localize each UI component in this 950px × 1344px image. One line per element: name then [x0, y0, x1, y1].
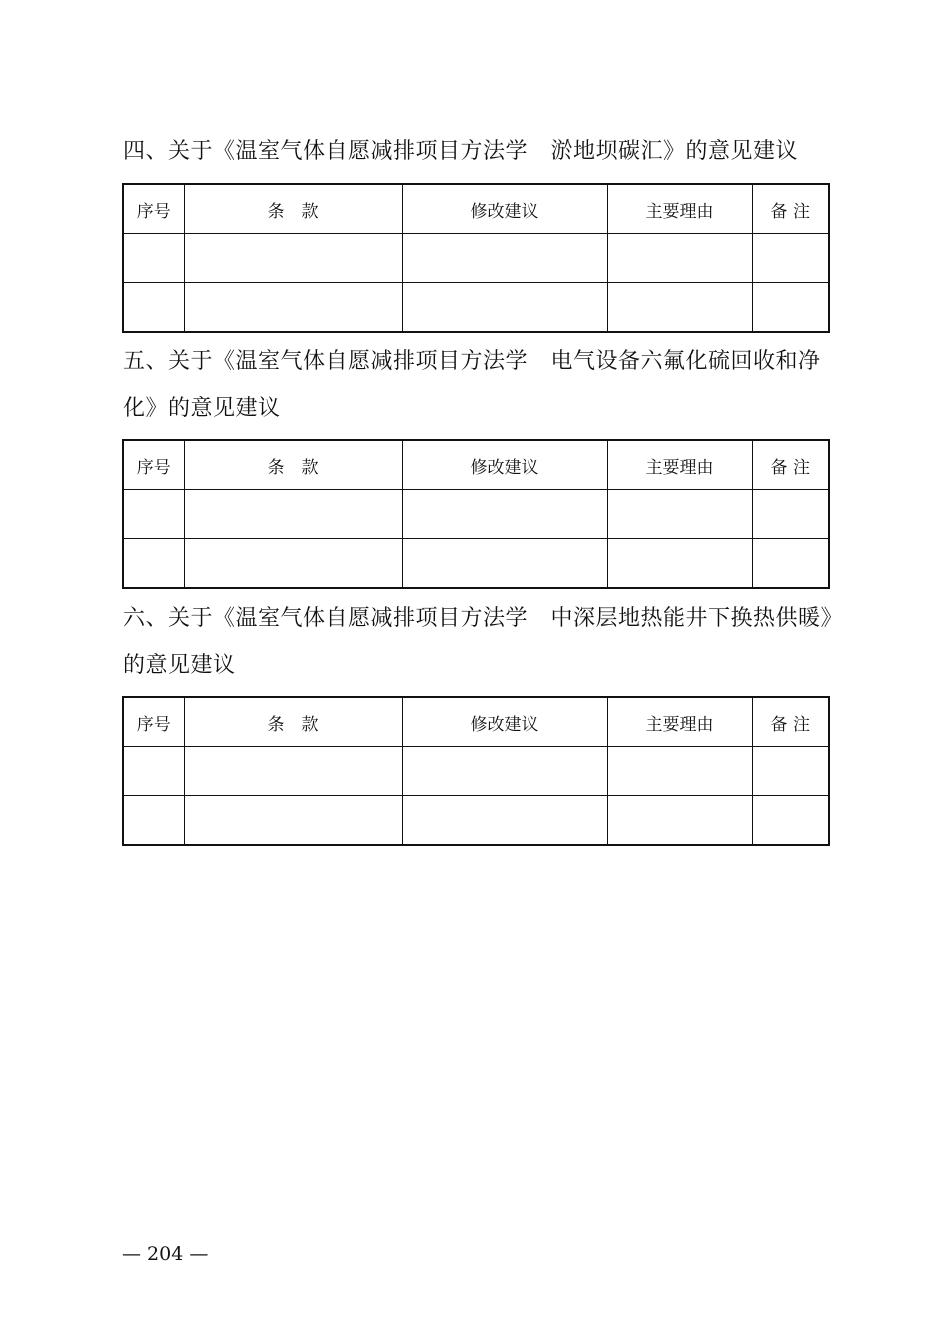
table-cell[interactable] [123, 490, 184, 539]
table-cell[interactable] [607, 283, 752, 333]
col-header-suggestion: 修改建议 [402, 697, 607, 747]
col-header-remark: 备 注 [752, 697, 829, 747]
col-header-reason: 主要理由 [607, 697, 752, 747]
section-6-heading: 六、关于《温室气体自愿减排项目方法学 中深层地热能井下换热供暖》的意见建议 [123, 606, 833, 678]
table-cell[interactable] [184, 490, 402, 539]
col-header-suggestion: 修改建议 [402, 184, 607, 234]
table-row [123, 283, 829, 333]
col-header-serial: 序号 [123, 440, 184, 490]
col-header-reason: 主要理由 [607, 184, 752, 234]
col-header-serial: 序号 [123, 697, 184, 747]
table-cell[interactable] [184, 283, 402, 333]
table-row [123, 234, 829, 283]
col-header-serial: 序号 [123, 184, 184, 234]
col-header-remark: 备 注 [752, 184, 829, 234]
table-cell[interactable] [402, 234, 607, 283]
table-cell[interactable] [752, 490, 829, 539]
page-number: — 204 — [122, 1243, 209, 1265]
col-header-reason: 主要理由 [607, 440, 752, 490]
table-cell[interactable] [123, 283, 184, 333]
table-cell[interactable] [402, 283, 607, 333]
table-cell[interactable] [184, 234, 402, 283]
col-header-remark: 备 注 [752, 440, 829, 490]
table-cell[interactable] [752, 539, 829, 589]
section-5-table [122, 439, 830, 589]
table-cell[interactable] [607, 796, 752, 846]
table-cell[interactable] [184, 796, 402, 846]
col-header-clause: 条 款 [184, 184, 402, 234]
table-cell[interactable] [123, 234, 184, 283]
section-4-heading: 四、关于《温室气体自愿减排项目方法学 淤地坝碳汇》的意见建议 [123, 139, 799, 164]
table-cell[interactable] [607, 234, 752, 283]
table-header-row [123, 440, 829, 490]
col-header-clause: 条 款 [184, 440, 402, 490]
table-cell[interactable] [402, 539, 607, 589]
table-cell[interactable] [402, 747, 607, 796]
section-6-table [122, 696, 830, 846]
table-cell[interactable] [752, 796, 829, 846]
col-header-suggestion: 修改建议 [402, 440, 607, 490]
section-5-heading: 五、关于《温室气体自愿减排项目方法学 电气设备六氟化硫回收和净化》的意见建议 [123, 349, 821, 421]
table-cell[interactable] [123, 796, 184, 846]
table-cell[interactable] [752, 234, 829, 283]
table-row [123, 796, 829, 846]
table-cell[interactable] [607, 490, 752, 539]
table-cell[interactable] [123, 539, 184, 589]
table-cell[interactable] [402, 796, 607, 846]
section-4-table [122, 183, 830, 333]
table-cell[interactable] [123, 747, 184, 796]
table-cell[interactable] [184, 747, 402, 796]
table-row [123, 747, 829, 796]
table-cell[interactable] [607, 747, 752, 796]
col-header-clause: 条 款 [184, 697, 402, 747]
table-row [123, 539, 829, 589]
table-row [123, 490, 829, 539]
table-header-row [123, 697, 829, 747]
table-cell[interactable] [184, 539, 402, 589]
table-cell[interactable] [607, 539, 752, 589]
table-cell[interactable] [752, 283, 829, 333]
table-header-row [123, 184, 829, 234]
table-cell[interactable] [402, 490, 607, 539]
table-cell[interactable] [752, 747, 829, 796]
